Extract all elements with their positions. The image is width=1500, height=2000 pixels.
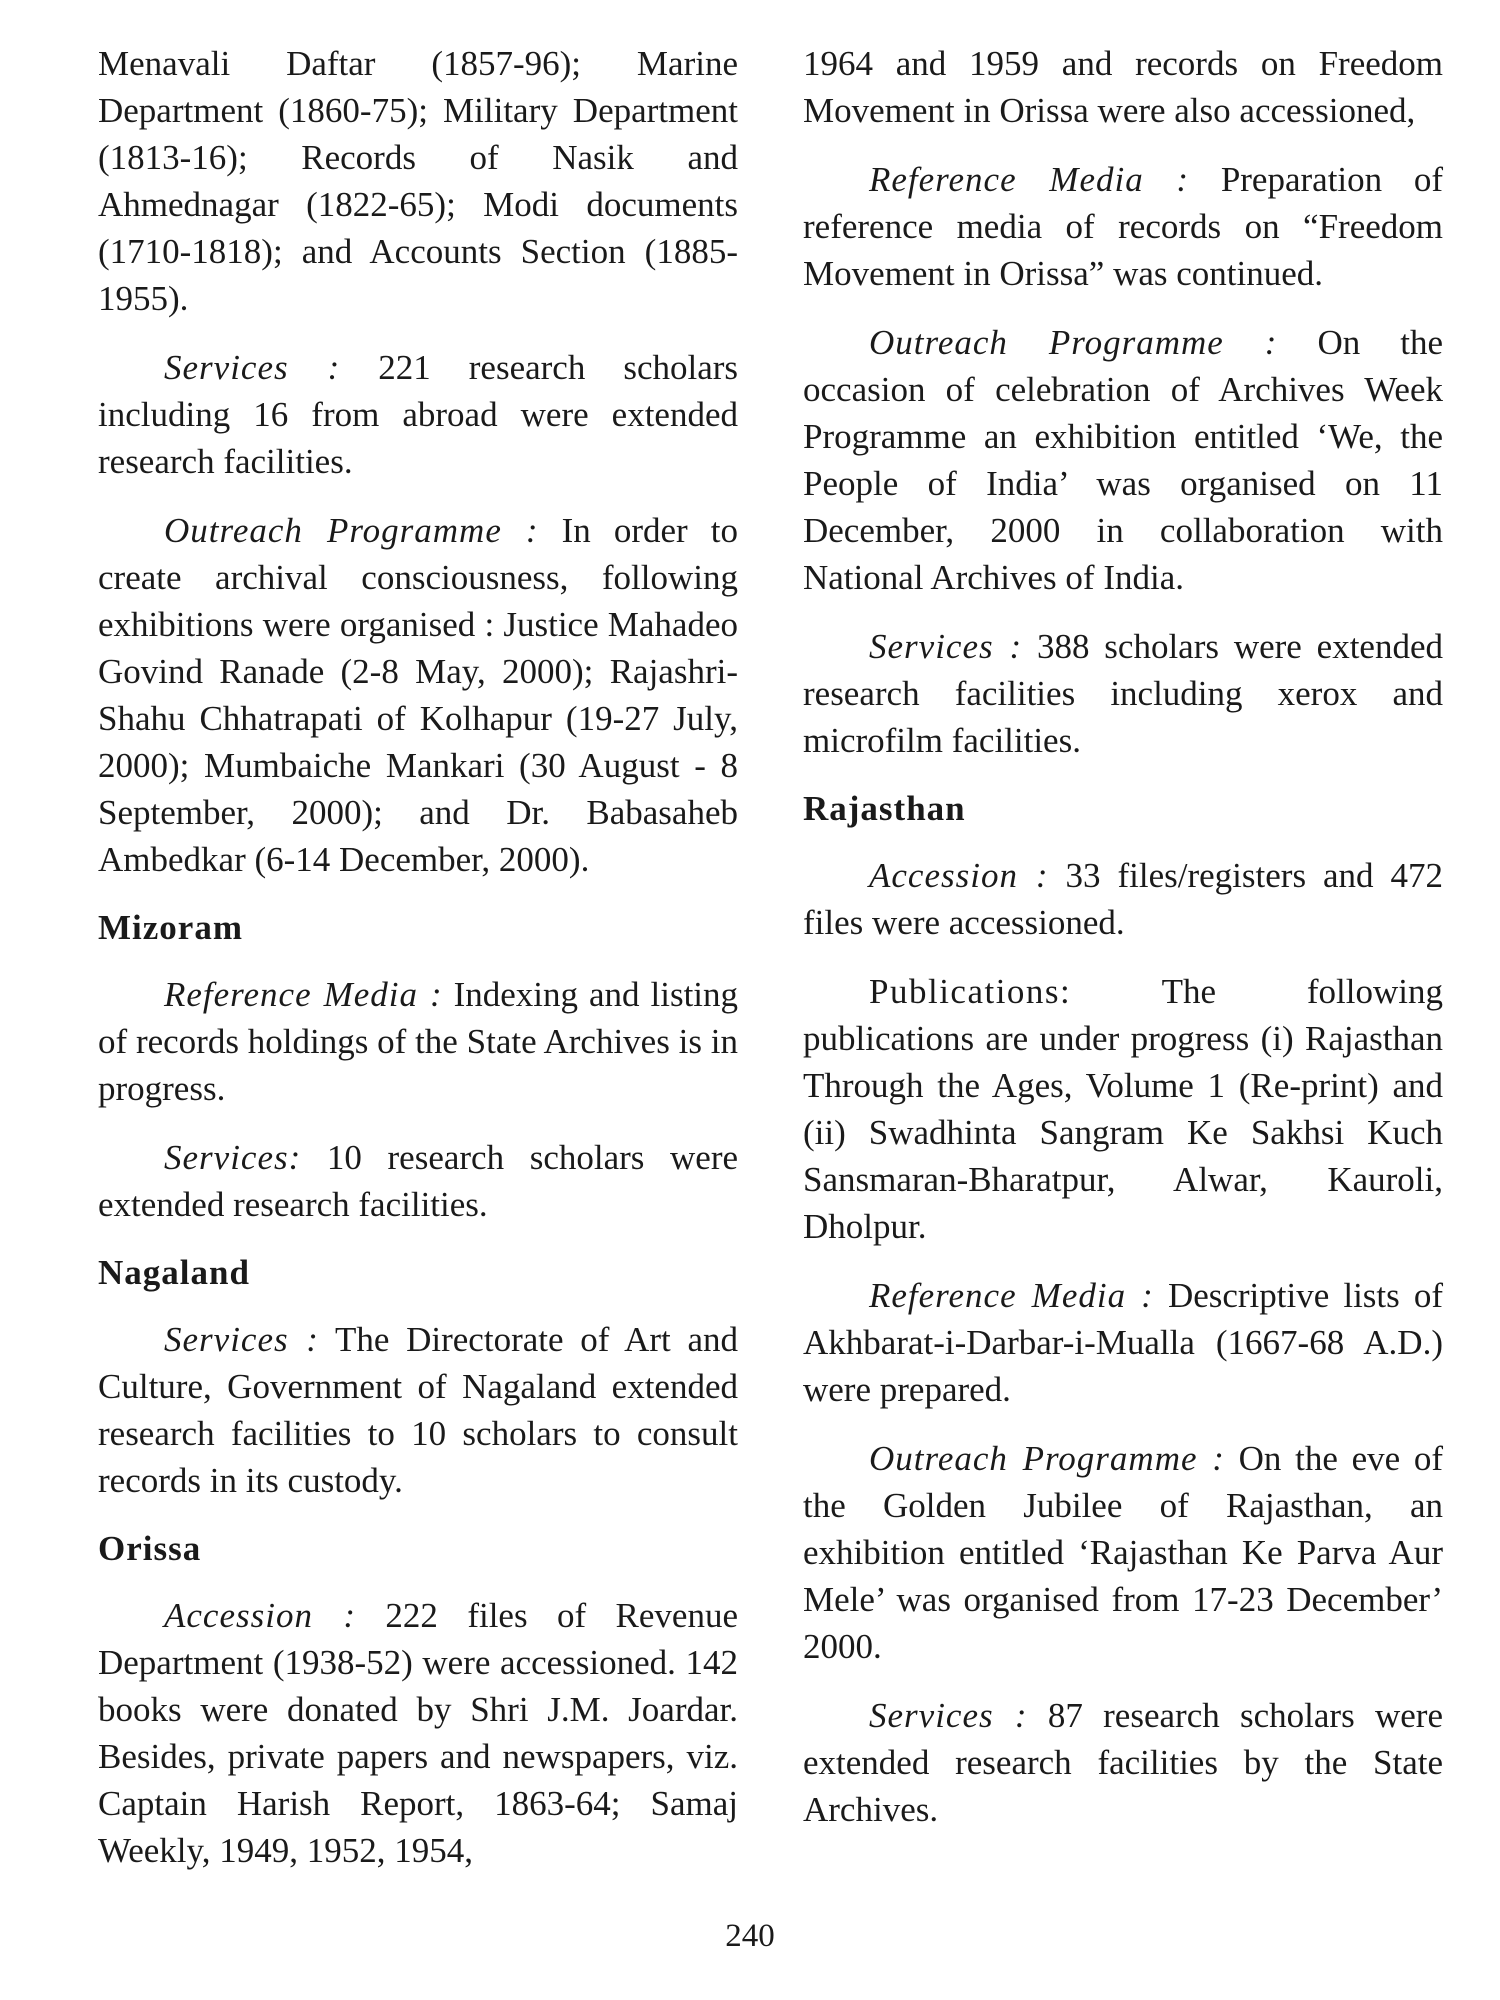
mizoram-reference-paragraph xyxy=(98,971,738,1112)
orissa-heading: Orissa xyxy=(98,1529,202,1568)
rajasthan-services-text: 87 research scholars were extended research facilities by the State Archives. xyxy=(803,1696,1444,1829)
mizoram-services-label: Services: xyxy=(164,1138,302,1177)
orissa-services-text: 388 scholars were extended research facilities including xerox and microfilm facilities. xyxy=(803,627,1443,760)
rajasthan-accession-label: Accession : xyxy=(869,856,1049,895)
orissa-reference-paragraph xyxy=(803,156,1443,297)
nagaland-services-paragraph xyxy=(98,1316,738,1504)
orissa-continuation-text: 1964 and 1959 and records on Freedom Movement in Orissa were also accessioned, xyxy=(803,44,1443,130)
orissa-services-label: Services : xyxy=(869,627,1023,666)
services-text: 221 research scholars including 16 from abroad were extended research facilities. xyxy=(98,348,739,481)
rajasthan-publications-label: Publications: xyxy=(869,972,1072,1011)
rajasthan-services-label: Services : xyxy=(869,1696,1028,1735)
rajasthan-heading: Rajasthan xyxy=(803,789,966,828)
services-paragraph xyxy=(98,344,738,485)
rajasthan-accession-paragraph xyxy=(803,852,1443,946)
rajasthan-reference-text: Descriptive lists of Akhbarat-i-Darbar-i-Mualla (1667-68 A.D.) were prepared. xyxy=(803,1276,1444,1409)
intro-text: Menavali Daftar (1857-96); Marine Department (1860-75); Military Department (1813-16); Records of Nasik and Ahmednagar (1822-65); Modi documents (1710-1818); and Accounts Section (1885-1955). xyxy=(98,44,738,318)
orissa-reference-label: Reference Media : xyxy=(869,160,1190,199)
right-column xyxy=(803,40,1443,1855)
orissa-continuation-paragraph xyxy=(803,40,1443,134)
mizoram-services-paragraph xyxy=(98,1134,738,1228)
rajasthan-reference-paragraph xyxy=(803,1272,1443,1413)
orissa-outreach-label: Outreach Programme : xyxy=(869,323,1278,362)
rajasthan-publications-paragraph xyxy=(803,968,1443,1250)
orissa-accession-paragraph xyxy=(98,1592,738,1874)
outreach-label: Outreach Programme : xyxy=(164,511,539,550)
mizoram-heading: Mizoram xyxy=(98,908,243,947)
nagaland-services-label: Services : xyxy=(164,1320,319,1359)
orissa-outreach-text: On the occasion of celebration of Archives Week Programme an exhibition entitled ‘We, the People of India’ was organised on 11 December, 2000 in collaboration with National Archives of India. xyxy=(803,323,1443,597)
outreach-text: In order to create archival consciousness, following exhibitions were organised : Justice Mahadeo Govind Ranade (2-8 May, 2000); Rajashri-Shahu Chhatrapati of Kolhapur (19-27 July, 2000); Mumbaiche Mankari (30 August - 8 September, 2000); and Dr. Babasaheb Ambedkar (6-14 December, 2000). xyxy=(98,511,738,879)
rajasthan-outreach-label: Outreach Programme : xyxy=(869,1439,1225,1478)
orissa-accession-text: 222 files of Revenue Department (1938-52) were accessioned. 142 books were donated by Shri J.M. Joardar. Besides, private papers and newspapers, viz. Captain Harish Report, 1863-64; Samaj Weekly, 1949, 1952, 1954, xyxy=(98,1596,738,1870)
rajasthan-outreach-text: On the eve of the Golden Jubilee of Rajasthan, an exhibition entitled ‘Rajasthan Ke Parva Aur Mele’ was organised from 17-23 December’ 2000. xyxy=(803,1439,1444,1666)
rajasthan-outreach-paragraph xyxy=(803,1435,1443,1670)
mizoram-reference-label: Reference Media : xyxy=(164,975,443,1014)
nagaland-services-text: The Directorate of Art and Culture, Government of Nagaland extended research facilities to 10 scholars to consult records in its custody. xyxy=(98,1320,738,1500)
rajasthan-publications-text: The following publications are under progress (i) Rajasthan Through the Ages, Volume 1 (Re-print) and (ii) Swadhinta Sangram Ke Sakhsi Kuch Sansmaran-Bharatpur, Alwar, Kauroli, Dholpur. xyxy=(803,972,1443,1246)
rajasthan-accession-text: 33 files/registers and 472 files were accessioned. xyxy=(803,856,1444,942)
orissa-outreach-paragraph xyxy=(803,319,1443,601)
mizoram-reference-text: Indexing and listing of records holdings of the State Archives is in progress. xyxy=(98,975,739,1108)
rajasthan-services-paragraph xyxy=(803,1692,1443,1833)
orissa-services-paragraph xyxy=(803,623,1443,764)
orissa-accession-label: Accession : xyxy=(164,1596,357,1635)
outreach-paragraph xyxy=(98,507,738,883)
nagaland-heading: Nagaland xyxy=(98,1253,250,1292)
page-number: 240 xyxy=(725,1918,775,1954)
services-label: Services : xyxy=(164,348,341,387)
intro-paragraph xyxy=(98,40,738,322)
rajasthan-reference-label: Reference Media : xyxy=(869,1276,1154,1315)
left-column xyxy=(98,40,738,1896)
orissa-reference-text: Preparation of reference media of records on “Freedom Movement in Orissa” was continued. xyxy=(803,160,1444,293)
mizoram-services-text: 10 research scholars were extended research facilities. xyxy=(98,1138,739,1224)
